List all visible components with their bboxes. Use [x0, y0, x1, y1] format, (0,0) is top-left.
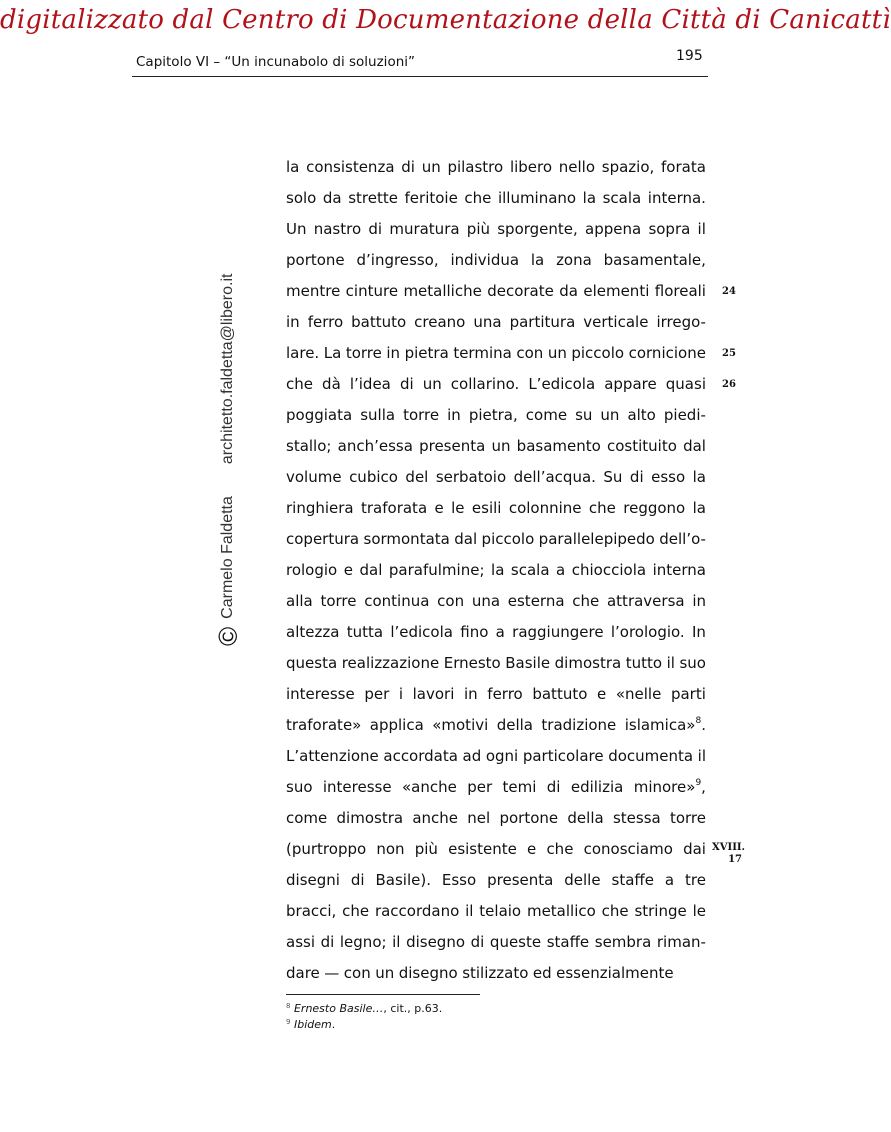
word: battuto [532, 685, 588, 703]
word: presenta [487, 871, 554, 889]
word: una [471, 592, 501, 610]
word: interna [652, 561, 706, 579]
body-line [286, 245, 706, 276]
word: stringe [634, 902, 687, 920]
word: sormontata [363, 530, 450, 548]
word: interesse [322, 778, 392, 796]
word: nello [558, 158, 596, 176]
word: delle [564, 871, 601, 889]
body-line [286, 648, 706, 679]
word: dell’acqua. [513, 468, 596, 486]
word: legno; [339, 933, 387, 951]
word: spazio, [601, 158, 655, 176]
word: floreali [654, 282, 706, 300]
word: la [530, 251, 545, 269]
word: di [401, 158, 415, 176]
margin-line-number: 24 [722, 286, 736, 297]
word: volume [286, 468, 342, 486]
word: le [451, 499, 465, 517]
word: minore»$^9$, [633, 778, 706, 796]
word: attraversa [606, 592, 685, 610]
word: l’orologio. [610, 623, 685, 641]
word: stessa [612, 809, 661, 827]
word: e [434, 499, 444, 517]
word: esili [471, 499, 502, 517]
body-line [286, 369, 706, 400]
word: realizzazione [341, 654, 440, 672]
word: con [437, 592, 465, 610]
page-number: 195 [676, 48, 703, 64]
word: sopra [648, 220, 691, 238]
word: — [324, 964, 340, 982]
word: ed [532, 964, 552, 982]
word: particolare [522, 747, 604, 765]
footnote-number: 8 [286, 1002, 291, 1010]
word: Esso [441, 871, 477, 889]
word: edilizia [570, 778, 624, 796]
body-line [286, 710, 706, 741]
author-name: Carmelo Faldetta [219, 496, 236, 619]
footnote-number: 9 [286, 1018, 291, 1026]
word: pietra [404, 344, 449, 362]
word: basamentale, [603, 251, 706, 269]
word: la [692, 468, 706, 486]
word: piccolo [481, 530, 535, 548]
word: in [692, 592, 706, 610]
word: sporgente, [497, 220, 578, 238]
word: forata [661, 158, 706, 176]
word: sulla [360, 406, 396, 424]
body-line [286, 896, 706, 927]
word: suo [679, 654, 706, 672]
word: che [588, 499, 616, 517]
word: e [343, 561, 353, 579]
word: metallico [526, 902, 596, 920]
word: decorate [487, 282, 554, 300]
word: La [323, 344, 342, 362]
word: in [286, 313, 300, 331]
word: colonnine [508, 499, 582, 517]
word: quasi [665, 375, 706, 393]
word: e [527, 840, 537, 858]
word: parafulmine; [388, 561, 485, 579]
word: muratura [389, 220, 460, 238]
word: dell’o- [659, 530, 706, 548]
word: a [495, 623, 505, 641]
word: feritoie [404, 189, 458, 207]
word: alla [286, 592, 313, 610]
word: libero [509, 158, 553, 176]
footnote-ref: 8 [695, 716, 702, 726]
word: rologio [286, 561, 338, 579]
word: d’ingresso, [356, 251, 439, 269]
word: Su [603, 468, 623, 486]
word: parallelepipedo [538, 530, 655, 548]
body-line [286, 431, 706, 462]
word: piedi- [663, 406, 706, 424]
body-line [286, 555, 706, 586]
digitization-banner: digitalizzato dal Centro di Documentazione della Città di Canicattì [0, 5, 891, 35]
word: più [466, 220, 490, 238]
word: illuminano [497, 189, 577, 207]
word: battuto [351, 313, 407, 331]
word: alto [627, 406, 656, 424]
word: per [467, 778, 493, 796]
word: di [399, 375, 414, 393]
word: stallo; [286, 437, 332, 455]
word: la [582, 189, 597, 207]
word: Basile [505, 654, 551, 672]
copyright-icon: © [213, 626, 243, 646]
word: dimostra [336, 809, 404, 827]
word: le [692, 902, 706, 920]
word: della [567, 809, 604, 827]
word: da [322, 189, 342, 207]
word: bracci, [286, 902, 337, 920]
word: individua [450, 251, 520, 269]
word: l’idea [349, 375, 391, 393]
word: stilizzato [462, 964, 529, 982]
word: portone [499, 809, 559, 827]
word: tre [685, 871, 706, 889]
body-line [286, 400, 706, 431]
body-line [286, 741, 706, 772]
word: in [464, 685, 478, 703]
word: solo [286, 189, 317, 207]
word: temi [502, 778, 537, 796]
word: partitura [509, 313, 576, 331]
word: «motivi [432, 716, 489, 734]
word: il [465, 902, 474, 920]
word: ogni [485, 747, 519, 765]
word: come [525, 406, 568, 424]
word: disegno [398, 964, 458, 982]
body-line [286, 276, 706, 307]
word: chiocciola [571, 561, 647, 579]
body-line [286, 183, 706, 214]
word: riman- [656, 933, 706, 951]
word: di [546, 778, 561, 796]
word: Basile). [375, 871, 431, 889]
word: come [286, 809, 328, 827]
word: che [601, 902, 629, 920]
word: dare [286, 964, 320, 982]
word: un [491, 437, 511, 455]
word: traforata [361, 499, 428, 517]
word: esistente [448, 840, 517, 858]
word: L’attenzione [286, 747, 379, 765]
word: dimostra [554, 654, 622, 672]
word: appena [585, 220, 642, 238]
word: la [286, 158, 300, 176]
word: che [286, 375, 313, 393]
word: staffe [546, 933, 590, 951]
word: traforate» [286, 716, 362, 734]
word: anche [412, 809, 459, 827]
word: portone [286, 251, 345, 269]
word: applica [369, 716, 424, 734]
word: di [368, 220, 383, 238]
word: «nelle [615, 685, 662, 703]
body-line [286, 865, 706, 896]
word: lavori [412, 685, 455, 703]
word: un [421, 158, 441, 176]
word: con [343, 964, 371, 982]
word: copertura [286, 530, 360, 548]
word: pietra, [468, 406, 518, 424]
word: e [597, 685, 607, 703]
word: disegno [406, 933, 466, 951]
word: lare. [286, 344, 320, 362]
body-line [286, 524, 706, 555]
word: il [697, 220, 706, 238]
word: serbatoio [435, 468, 507, 486]
word: di [350, 871, 365, 889]
word: che [546, 840, 574, 858]
word: (purtroppo [286, 840, 367, 858]
word: suo [286, 778, 313, 796]
word: L’edicola [528, 375, 596, 393]
body-line [286, 493, 706, 524]
body-line [286, 586, 706, 617]
word: un [375, 964, 395, 982]
word: che [342, 902, 370, 920]
word: non [376, 840, 405, 858]
word: collarino. [450, 375, 520, 393]
word: una [473, 313, 502, 331]
word: torre [403, 406, 440, 424]
word: creano [414, 313, 466, 331]
body-line [286, 338, 706, 369]
word: questa [286, 654, 338, 672]
word: Ernesto [443, 654, 501, 672]
running-header-title: Capitolo VI – “Un incunabolo di soluzioni” [136, 54, 415, 70]
word: del [405, 468, 429, 486]
word: presenta [419, 437, 486, 455]
word: i [398, 685, 404, 703]
word: irrego- [656, 313, 706, 331]
word: poggiata [286, 406, 353, 424]
word: zona [556, 251, 592, 269]
body-line [286, 927, 706, 958]
body-line [286, 834, 706, 865]
word: un [547, 344, 567, 362]
word: cinture [345, 282, 399, 300]
footnote-title: Ernesto Basile… [290, 1002, 384, 1015]
word: ringhiera [286, 499, 354, 517]
body-line [286, 214, 706, 245]
footnote-rule [286, 994, 480, 995]
word: un [422, 375, 442, 393]
word: reggono [623, 499, 686, 517]
body-line [286, 617, 706, 648]
word: a [664, 871, 675, 889]
word: più [414, 840, 438, 858]
word: dai [683, 840, 706, 858]
word: raggiungere [512, 623, 604, 641]
word: appare [604, 375, 657, 393]
word: cornicione [628, 344, 706, 362]
word: raccordano [374, 902, 460, 920]
word: il [392, 933, 401, 951]
word: interesse [286, 685, 355, 703]
word: tutto [625, 654, 663, 672]
margin-line-number: XVIII. 17 [712, 842, 746, 865]
word: di [629, 468, 644, 486]
word: telaio [479, 902, 522, 920]
word: pilastro [447, 158, 504, 176]
word: ferro [307, 313, 344, 331]
word: che [464, 189, 492, 207]
word: nastro [313, 220, 362, 238]
word: In [691, 623, 706, 641]
word: consistenza [306, 158, 395, 176]
word: disegni [286, 871, 340, 889]
body-line [286, 679, 706, 710]
word: cubico [349, 468, 398, 486]
word: metalliche [403, 282, 482, 300]
word: costituito [606, 437, 677, 455]
word: mentre [286, 282, 341, 300]
word: di [320, 933, 335, 951]
word: la [692, 499, 706, 517]
word: fino [460, 623, 489, 641]
author-email: architetto.faldetta@libero.it [219, 273, 236, 465]
body-line [286, 152, 706, 183]
word: elementi [583, 282, 650, 300]
word: ferro [487, 685, 523, 703]
margin-line-number: 25 [722, 348, 736, 359]
word: in [447, 406, 461, 424]
word: il [666, 654, 675, 672]
word: parti [670, 685, 706, 703]
word: l’edicola [390, 623, 453, 641]
word: interna. [647, 189, 706, 207]
word: con [516, 344, 544, 362]
word: da [559, 282, 578, 300]
margin-line-number: 26 [722, 379, 736, 390]
word: scala [602, 189, 642, 207]
word: altezza [286, 623, 340, 641]
word: dal [683, 437, 706, 455]
footnote-ref: 9 [695, 778, 702, 788]
word: il [697, 747, 706, 765]
word: della [496, 716, 533, 734]
word: torre [345, 344, 382, 362]
word: che [572, 592, 600, 610]
word: assi [286, 933, 315, 951]
word: scala [510, 561, 550, 579]
body-line [286, 462, 706, 493]
word: esterna [507, 592, 565, 610]
word: la [491, 561, 505, 579]
word: essenzialmente [556, 964, 674, 982]
word: sembra [594, 933, 652, 951]
word: accordata [383, 747, 458, 765]
word: dal [454, 530, 478, 548]
word: per [364, 685, 390, 703]
word: un [600, 406, 620, 424]
footnote: $^8$ Ernesto Basile…, cit., p.63. [286, 1002, 443, 1015]
word: dal [359, 561, 383, 579]
word: piccolo [571, 344, 625, 362]
word: esso [651, 468, 686, 486]
word: di [470, 933, 485, 951]
word: Un [286, 220, 307, 238]
word: termina [453, 344, 512, 362]
word: islamica»$^8$. [624, 716, 706, 734]
word: su [575, 406, 593, 424]
word: tutta [346, 623, 384, 641]
word: dà [322, 375, 341, 393]
body-line [286, 803, 706, 834]
word: queste [489, 933, 542, 951]
body-text [286, 152, 706, 989]
body-line [286, 958, 706, 989]
word: a [556, 561, 566, 579]
word: torre [320, 592, 357, 610]
word: torre [669, 809, 706, 827]
word: continua [364, 592, 430, 610]
side-credit [213, 226, 243, 646]
footnote: $^9$ Ibidem. [286, 1018, 336, 1031]
body-line [286, 772, 706, 803]
word: «anche [401, 778, 457, 796]
header-rule [132, 76, 708, 77]
word: tradizione [541, 716, 617, 734]
word: ad [462, 747, 482, 765]
footnote-title: Ibidem [290, 1018, 332, 1031]
word: conosciamo [583, 840, 673, 858]
word: strette [348, 189, 398, 207]
word: staffe [611, 871, 654, 889]
word: nel [467, 809, 491, 827]
word: anch’essa [337, 437, 413, 455]
body-line [286, 307, 706, 338]
word: documenta [608, 747, 694, 765]
word: basamento [516, 437, 601, 455]
word: in [386, 344, 401, 362]
word: verticale [583, 313, 649, 331]
